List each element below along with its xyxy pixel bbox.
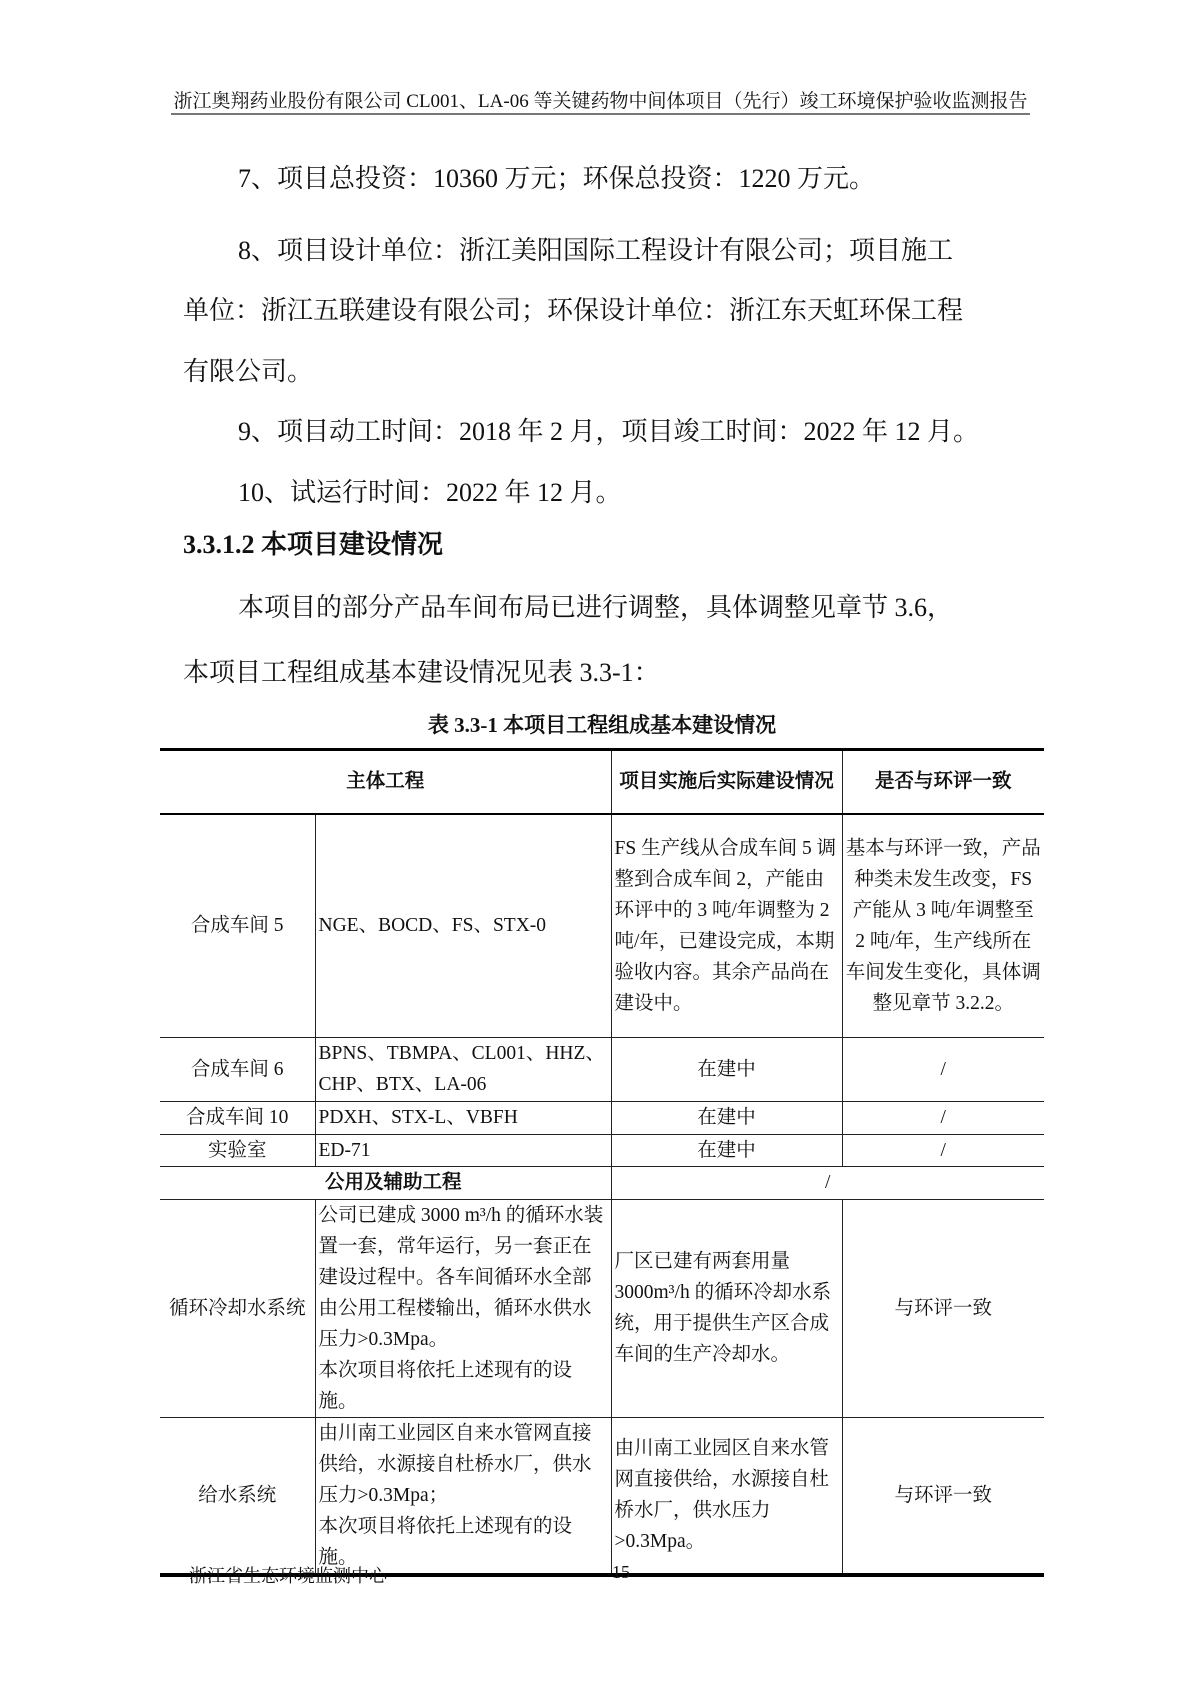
row-actual: FS 生产线从合成车间 5 调整到合成车间 2，产能由环评中的 3 吨/年调整为 2 吨/年，已建设完成，本期验收内容。其余产品尚在建设中。 [611, 814, 842, 1037]
row-actual: 由川南工业园区自来水管网直接供给，水源接自杜桥水厂，供水压力>0.3Mpa。 [611, 1417, 842, 1575]
row-content: 由川南工业园区自来水管网直接供给，水源接自杜桥水厂，供水压力>0.3Mpa； 本次项目将依托上述现有的设施。 [315, 1417, 611, 1575]
row-consistent: / [842, 1037, 1044, 1101]
paragraph-line2: 本项目工程组成基本建设情况见表 3.3-1： [183, 658, 660, 687]
footer-organization: 浙江省生态环境监测中心 [189, 1566, 387, 1586]
table-row [160, 1037, 1044, 1101]
construction-table [160, 748, 1044, 1577]
table-row [160, 1134, 1044, 1166]
item-8-line3: 有限公司。 [183, 357, 314, 386]
row-content: BPNS、TBMPA、CL001、HHZ、CHP、BTX、LA-06 [315, 1037, 611, 1101]
row-content: PDXH、STX-L、VBFH [315, 1101, 611, 1134]
row-consistent: / [842, 1134, 1044, 1166]
row-consistent: 基本与环评一致，产品种类未发生改变，FS 产能从 3 吨/年调整至 2 吨/年，生产线所在车间发生变化，具体调整见章节 3.2.2。 [842, 814, 1044, 1037]
table-row [160, 1199, 1044, 1417]
utility-section-label: 公用及辅助工程 [160, 1166, 611, 1199]
row-consistent: / [842, 1101, 1044, 1134]
row-consistent: 与环评一致 [842, 1199, 1044, 1417]
header-main-project: 主体工程 [160, 750, 611, 815]
item-7: 7、项目总投资：10360 万元；环保总投资：1220 万元。 [238, 164, 876, 193]
table-row [160, 814, 1044, 1037]
paragraph-line1: 本项目的部分产品车间布局已进行调整，具体调整见章节 3.6， [238, 593, 954, 622]
row-actual: 厂区已建有两套用量3000m³/h 的循环冷却水系统，用于提供生产区合成车间的生产冷却水。 [611, 1199, 842, 1417]
running-header: 浙江奥翔药业股份有限公司 CL001、LA-06 等关键药物中间体项目（先行）竣工环境保护验收监测报告 [173, 91, 1028, 112]
row-name: 合成车间 5 [160, 814, 315, 1037]
row-content: NGE、BOCD、FS、STX-0 [315, 814, 611, 1037]
row-consistent: 与环评一致 [842, 1417, 1044, 1575]
item-8-line1: 8、项目设计单位：浙江美阳国际工程设计有限公司；项目施工 [238, 236, 954, 265]
header-consistent: 是否与环评一致 [842, 750, 1044, 815]
utility-section-row [160, 1166, 1044, 1199]
header-divider [171, 113, 1030, 115]
row-name: 合成车间 6 [160, 1037, 315, 1101]
row-name: 实验室 [160, 1134, 315, 1166]
table-row [160, 1417, 1044, 1575]
table-caption: 表 3.3-1 本项目工程组成基本建设情况 [427, 713, 777, 737]
table-row [160, 1101, 1044, 1134]
row-content: 公司已建成 3000 m³/h 的循环水装置一套，常年运行，另一套正在建设过程中。各车间循环水全部由公用工程楼输出，循环水供水压力>0.3Mpa。 本次项目将依托上述现有的设施。 [315, 1199, 611, 1417]
page-number: 15 [612, 1562, 630, 1582]
section-heading: 3.3.1.2 本项目建设情况 [183, 530, 444, 559]
row-name: 给水系统 [160, 1417, 315, 1575]
row-actual: 在建中 [611, 1101, 842, 1134]
utility-section-value: / [611, 1166, 1044, 1199]
row-name: 合成车间 10 [160, 1101, 315, 1134]
item-10: 10、试运行时间：2022 年 12 月。 [238, 478, 622, 507]
header-actual: 项目实施后实际建设情况 [611, 750, 842, 815]
table-header-row [160, 750, 1044, 815]
item-9: 9、项目动工时间：2018 年 2 月，项目竣工时间：2022 年 12 月。 [238, 417, 980, 446]
row-name: 循环冷却水系统 [160, 1199, 315, 1417]
row-actual: 在建中 [611, 1134, 842, 1166]
row-actual: 在建中 [611, 1037, 842, 1101]
row-content: ED-71 [315, 1134, 611, 1166]
item-8-line2: 单位：浙江五联建设有限公司；环保设计单位：浙江东天虹环保工程 [183, 296, 964, 325]
